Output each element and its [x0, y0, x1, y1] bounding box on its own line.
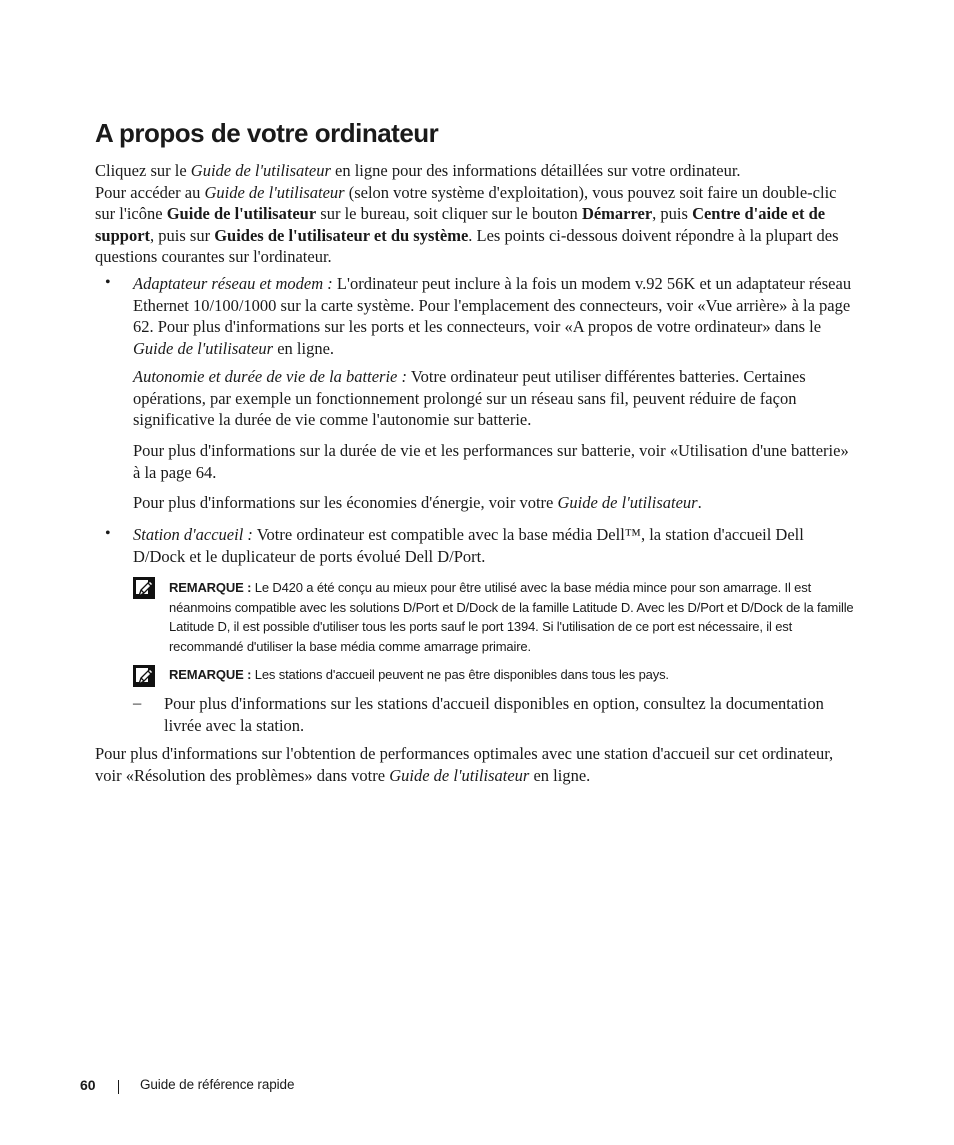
note-text: Le D420 a été conçu au mieux pour être utilisé avec la base média mince pour son amarrage. Il est néanmoins compatible avec les solutions D/Port et D/Dock de la famille Latitude D. Avec les D/Port et D/Dock de la famille Latitude D, il est possible d'utiliser tous les ports sauf le port 1394. Si l'utilisation de ce port est nécessaire, il est recommandé d'utiliser la base média comme amarrage primaire. — [169, 580, 854, 654]
energy-guide-ref: Guide de l'utilisateur — [557, 493, 698, 512]
note-label: REMARQUE : — [169, 667, 252, 682]
intro-start-button-name: Démarrer — [581, 204, 653, 223]
dash-item-docking-docs: Pour plus d'informations sur les stations d'accueil disponibles en option, consultez la documentation livrée avec la station. — [164, 694, 824, 735]
page-number: 60 — [80, 1077, 96, 1093]
closing-paragraph — [95, 743, 860, 786]
battery-text: Votre ordinateur peut utiliser différentes batteries. Certaines opérations, par exemple un fonctionnement prolongé sur un réseau sans fil, peuvent réduire de façon significative la durée de vie comme l'autonomie sur batterie. — [133, 367, 806, 429]
note-availability — [169, 665, 859, 685]
intro-guides-name: Guides de l'utilisateur et du système — [214, 225, 469, 245]
footer-title: Guide de référence rapide — [140, 1077, 295, 1092]
note-pencil-icon — [133, 577, 155, 599]
bullet-marker: • — [105, 525, 111, 542]
bullet-text: en ligne. — [273, 338, 335, 358]
energy-text: Pour plus d'informations sur les économies d'énergie, voir votre — [133, 493, 558, 512]
intro-text: , puis sur — [150, 225, 215, 245]
intro-text: (selon votre système d'exploitation), vous pouvez soit faire un double-clic sur l'icône — [95, 182, 837, 223]
intro-paragraph — [95, 160, 860, 268]
intro-icon-name: Guide de l'utilisateur — [166, 204, 317, 223]
note-amarrage — [169, 578, 859, 656]
battery-label: Autonomie et durée de vie de la batterie : — [133, 367, 407, 386]
closing-guide-ref: Guide de l'utilisateur — [389, 765, 530, 785]
intro-text: . Les points ci-dessous doivent répondre à la plupart des questions courantes sur l'ordinateur. — [95, 225, 839, 266]
intro-text: Cliquez sur le — [95, 161, 191, 180]
energy-paragraph — [133, 492, 860, 514]
energy-text: . — [697, 493, 702, 512]
bullet-text: Votre ordinateur est compatible avec la base média Dell™, la station d'accueil Dell D/Dock et le duplicateur de ports évolué Dell D/Port. — [133, 525, 804, 566]
intro-guide-ref: Guide de l'utilisateur — [190, 161, 331, 180]
note-text: Les stations d'accueil peuvent ne pas être disponibles dans tous les pays. — [251, 667, 669, 682]
bullet-docking-station — [133, 524, 860, 567]
intro-text: en ligne pour des informations détaillées sur votre ordinateur. — [330, 161, 741, 180]
intro-guide-ref: Guide de l'utilisateur — [204, 182, 345, 202]
bullet-marker: • — [105, 274, 111, 291]
page-title: A propos de votre ordinateur — [95, 118, 439, 148]
footer-divider — [118, 1080, 119, 1094]
note-label: REMARQUE : — [169, 580, 252, 595]
closing-text: Pour plus d'informations sur l'obtention de performances optimales avec une station d'accueil sur cet ordinateur, voir «Résolution des problèmes» dans votre — [95, 744, 834, 785]
battery-more-paragraph: Pour plus d'informations sur la durée de vie et les performances sur batterie, voir «Utilisation d'une batterie» à la page 64. — [133, 441, 849, 482]
intro-help-center-name: Centre d'aide et de support — [95, 204, 826, 245]
closing-text: en ligne. — [529, 765, 591, 785]
intro-text: , puis — [652, 204, 693, 223]
bullet-text: L'ordinateur peut inclure à la fois un modem v.92 56K et un adaptateur réseau Ethernet 10/100/1000 sur la carte système. Pour l'emplacement des connecteurs, voir «Vue arrière» à la page 62. Pour plus d'informations sur les ports et les connecteurs, voir «A propos de votre ordinateur» dans le — [133, 274, 852, 336]
bullet-network-modem — [133, 273, 860, 359]
intro-text: Pour accéder au — [95, 182, 205, 202]
bullet-guide-ref: Guide de l'utilisateur — [133, 338, 274, 358]
note-pencil-icon — [133, 665, 155, 687]
bullet-label: Station d'accueil : — [133, 525, 253, 544]
intro-text: sur le bureau, soit cliquer sur le bouton — [316, 204, 582, 223]
battery-paragraph — [133, 366, 860, 431]
dash-marker: – — [133, 693, 142, 712]
bullet-label: Adaptateur réseau et modem : — [133, 274, 333, 293]
